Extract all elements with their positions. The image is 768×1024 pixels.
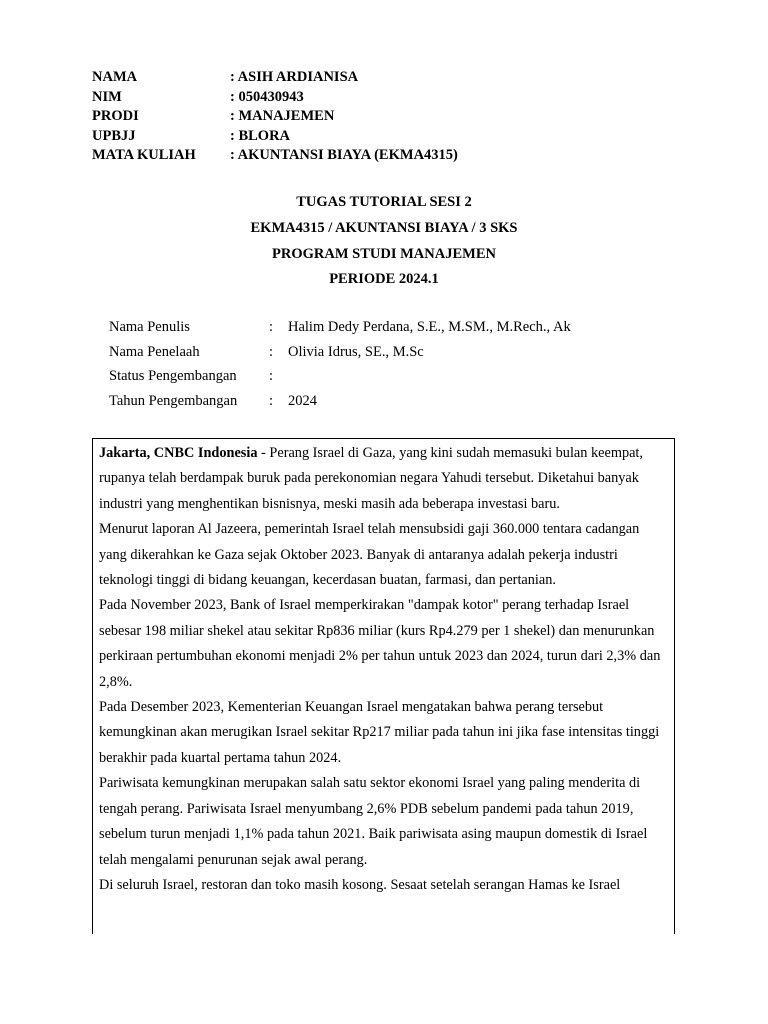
student-value: : AKUNTANSI BIAYA (EKMA4315) [230,147,458,163]
student-row-name [92,68,458,88]
student-label: PRODI [92,108,139,124]
student-label: UPBJJ [92,127,136,144]
meta-label: Nama Penelaah [109,343,200,360]
document-title [0,190,768,293]
author-meta [109,315,571,414]
title-line: EKMA4315 / AKUNTANSI BIAYA / 3 SKS [250,219,518,236]
student-label: MATA KULIAH [92,147,196,163]
meta-separator: : [269,393,274,410]
meta-value: Halim Dedy Perdana, S.E., M.SM., M.Rech., Ak [288,319,571,335]
article-box [92,438,675,934]
meta-label: Tahun Pengembangan [109,393,238,410]
meta-row-author [109,315,571,340]
meta-label: Status Pengembangan [109,368,237,385]
meta-separator: : [269,368,274,385]
article-paragraph: Pada Desember 2023, Kementerian Keuangan Israel mengatakan bahwa perang tersebut kemungkinan akan merugikan Israel sekitar Rp217 miliar pada tahun ini jika fase intensitas tinggi berakhir pada kuartal pertama tahun 2024. [99,699,660,766]
article-text: - Perang Israel di Gaza, yang kini sudah memasuki bulan keempat, rupanya telah berdampak buruk pada perekonomian negara Yahudi tersebut. Diketahui banyak industri yang menghentikan bisnisnya, meski masih ada beberapa investasi baru. [99,445,643,512]
student-row-course [92,146,458,166]
article-dateline: Jakarta, CNBC Indonesia [99,445,258,461]
title-line: TUGAS TUTORIAL SESI 2 [296,194,472,210]
student-info [92,68,458,166]
article-paragraph: Menurut laporan Al Jazeera, pemerintah Israel telah mensubsidi gaji 360.000 tentara cadangan yang dikerahkan ke Gaza sejak Oktober 2023. Banyak di antaranya adalah pekerja industri teknologi tinggi di bidang keuangan, kecerdasan buatan, farmasi, dan pertanian. [99,521,640,589]
meta-label: Nama Penulis [109,319,190,335]
student-value: : BLORA [230,127,291,144]
title-line: PERIODE 2024.1 [329,271,439,288]
meta-row-year [109,389,571,414]
title-line: PROGRAM STUDI MANAJEMEN [272,245,496,262]
meta-row-reviewer [109,340,571,365]
student-row-prodi [92,107,458,127]
meta-value: 2024 [288,393,317,410]
article-paragraph: Pariwisata kemungkinan merupakan salah satu sektor ekonomi Israel yang paling menderita di tengah perang. Pariwisata Israel menyumbang 2,6% PDB sebelum pandemi pada tahun 2019, sebelum turun menjadi 1,1% pada tahun 2021. Baik pariwisata asing maupun domestik di Israel telah mengalami penurunan sejak awal perang. [99,775,648,868]
student-value: : ASIH ARDIANISA [230,69,359,85]
meta-row-status [109,364,571,389]
article-paragraph: Di seluruh Israel, restoran dan toko masih kosong. Sesaat setelah serangan Hamas ke Israel [99,876,621,893]
student-value: : 050430943 [230,88,304,105]
article-paragraph: Pada November 2023, Bank of Israel memperkirakan "dampak kotor" perang terhadap Israel sebesar 198 miliar shekel atau sekitar Rp836 miliar (kurs Rp4.279 per 1 shekel) dan menurunkan perkiraan pertumbuhan ekonomi menjadi 2% per tahun untuk 2023 dan 2024, turun dari 2,3% dan 2,8%. [99,597,661,690]
student-label: NIM [92,88,122,105]
meta-separator: : [269,343,274,360]
meta-value: Olivia Idrus, SE., M.Sc [288,343,424,360]
student-row-upbjj [92,127,458,147]
student-row-nim [92,88,458,108]
student-label: NAMA [92,69,138,85]
article-paragraph [99,441,668,517]
meta-separator: : [269,319,274,335]
student-value: : MANAJEMEN [230,108,335,124]
